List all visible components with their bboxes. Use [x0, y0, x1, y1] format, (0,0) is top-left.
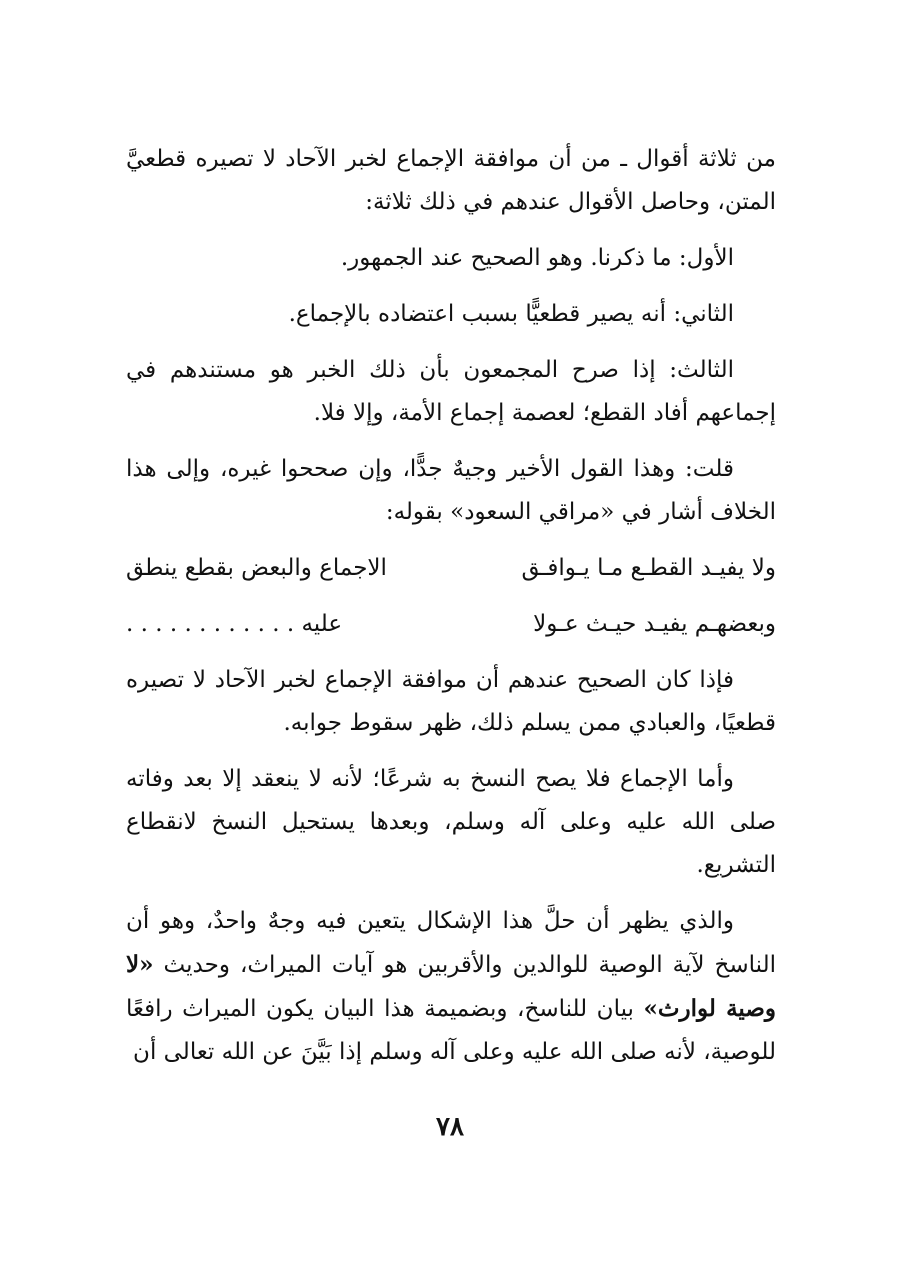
paragraph-1: من ثلاثة أقوال ـ من أن موافقة الإجماع لخبر الآحاد لا تصيره قطعيَّ المتن، وحاصل الأقوال عندهم في ذلك ثلاثة:	[126, 146, 776, 215]
paragraph-ijma-abrogation: وأما الإجماع فلا يصح النسخ به شرعًا؛ لأنه لا ينعقد إلا بعد وفاته صلى الله عليه وعلى آله وسلم، وبعدها يستحيل النسخ لانقطاع التشريع.	[126, 766, 776, 878]
paragraph-first-opinion: الأول: ما ذكرنا. وهو الصحيح عند الجمهور.	[340, 245, 734, 271]
paragraph-author-comment: قلت: وهذا القول الأخير وجيهٌ جدًّا، وإن صححوا غيره، وإلى هذا الخلاف أشار في «مراقي السعود» بقوله:	[126, 456, 776, 525]
verse-line-2	[126, 603, 776, 646]
verse-1-second-hemistich: الاجماع والبعض بقطع ينطق	[126, 555, 387, 581]
verse-1-first-hemistich: ولا يفيـد القطـع مـا يـوافـق	[521, 555, 776, 581]
verse-line-1	[126, 547, 776, 590]
verse-2-first-hemistich: وبعضهـم يفيـد حيـث عـولا	[533, 611, 776, 637]
paragraph-second-opinion: الثاني: أنه يصير قطعيًّا بسبب اعتضاده بالإجماع.	[288, 301, 734, 327]
page-body	[126, 138, 776, 1087]
page-number: ٧٨	[436, 1112, 464, 1142]
paragraph-third-opinion: الثالث: إذا صرح المجمعون بأن ذلك الخبر هو مستندهم في إجماعهم أفاد القطع؛ لعصمة إجماع الأمة، وإلا فلا.	[126, 357, 776, 426]
hadith-quote: «لا وصية لوارث»	[126, 951, 776, 1022]
paragraph-resolution	[126, 900, 776, 1074]
resolution-text-end: بيان للناسخ، وبضميمة هذا البيان يكون الميراث رافعًا للوصية، لأنه صلى الله عليه وعلى آله وسلم إذا بَيَّنَ عن الله تعالى أن	[126, 996, 776, 1065]
verse-2-second-hemistich: عليه . . . . . . . . . . . .	[126, 611, 343, 637]
resolution-text-start: والذي يظهر أن حلَّ هذا الإشكال يتعين فيه وجهٌ واحدٌ، وهو أن الناسخ لآية الوصية للوالدين والأقربين هو آيات الميراث، وحديث	[126, 908, 776, 978]
paragraph-conclusion: فإذا كان الصحيح عندهم أن موافقة الإجماع لخبر الآحاد لا تصيره قطعيًا، والعبادي ممن يسلم ذلك، ظهر سقوط جوابه.	[126, 667, 776, 736]
